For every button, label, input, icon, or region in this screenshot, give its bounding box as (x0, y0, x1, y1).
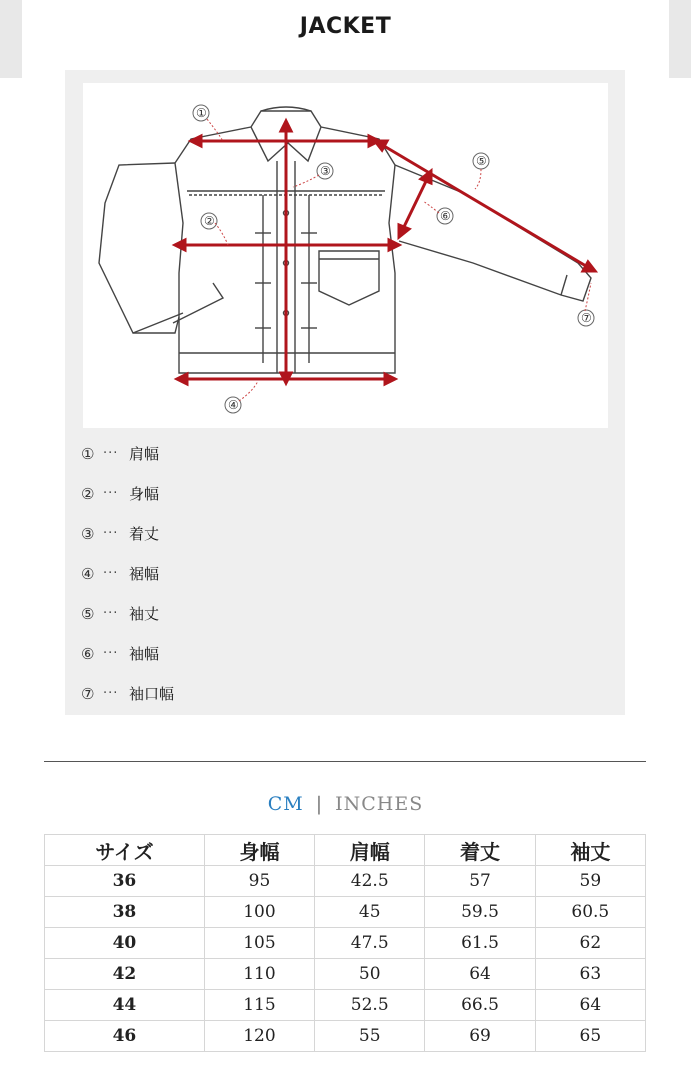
legend-label: 身幅 (129, 485, 160, 503)
cell-sleeve-length: 62 (535, 928, 645, 959)
legend-dots: ··· (103, 606, 119, 621)
table-row (45, 897, 646, 928)
jacket-diagram (83, 83, 608, 428)
cell-body-width: 110 (204, 959, 314, 990)
legend-number: ⑤ (81, 605, 95, 623)
cell-shoulder-width: 50 (315, 959, 425, 990)
size-chart-table (44, 834, 646, 1052)
cell-body-width: 120 (204, 1021, 314, 1052)
cell-sleeve-length: 63 (535, 959, 645, 990)
unit-toggle (0, 793, 691, 815)
legend-item-sleeve-length (81, 594, 381, 634)
cell-sleeve-length: 65 (535, 1021, 645, 1052)
callout-6: ⑥ (440, 209, 451, 223)
cell-length: 69 (425, 1021, 535, 1052)
cell-size: 40 (45, 928, 205, 959)
cell-size: 44 (45, 990, 205, 1021)
table-row (45, 928, 646, 959)
cell-length: 66.5 (425, 990, 535, 1021)
callout-1: ① (196, 106, 207, 120)
measurement-guide-panel (65, 70, 625, 715)
top-right-gray-band (669, 0, 691, 78)
legend-item-cuff-width (81, 674, 381, 714)
legend-number: ⑦ (81, 685, 95, 703)
legend-dots: ··· (103, 566, 119, 581)
unit-inches-tab[interactable]: INCHES (335, 793, 424, 815)
table-header-row (45, 835, 646, 866)
cell-body-width: 100 (204, 897, 314, 928)
legend-number: ② (81, 485, 95, 503)
legend-number: ① (81, 445, 95, 463)
callout-4: ④ (228, 398, 239, 412)
legend-item-shoulder-width (81, 434, 381, 474)
legend-label: 袖丈 (129, 605, 160, 623)
cell-length: 57 (425, 866, 535, 897)
cell-body-width: 115 (204, 990, 314, 1021)
unit-cm-tab[interactable]: CM (267, 793, 304, 815)
cell-shoulder-width: 52.5 (315, 990, 425, 1021)
header-sleeve-length: 袖丈 (535, 835, 645, 866)
cell-size: 36 (45, 866, 205, 897)
top-left-gray-band (0, 0, 22, 78)
table-row (45, 990, 646, 1021)
table-row (45, 1021, 646, 1052)
legend-item-body-width (81, 474, 381, 514)
legend-dots: ··· (103, 486, 119, 501)
legend-dots: ··· (103, 526, 119, 541)
legend-dots: ··· (103, 686, 119, 701)
legend-label: 袖口幅 (129, 685, 175, 703)
legend-item-length (81, 514, 381, 554)
legend-number: ⑥ (81, 645, 95, 663)
callout-5: ⑤ (476, 154, 487, 168)
header-size: サイズ (45, 835, 205, 866)
cell-shoulder-width: 47.5 (315, 928, 425, 959)
section-divider (44, 761, 646, 762)
header-length: 着丈 (425, 835, 535, 866)
callout-3: ③ (320, 164, 331, 178)
page-title: JACKET (299, 14, 392, 39)
legend-dots: ··· (103, 446, 119, 461)
cell-sleeve-length: 64 (535, 990, 645, 1021)
callout-7: ⑦ (581, 311, 592, 325)
header-shoulder-width: 肩幅 (315, 835, 425, 866)
legend-item-sleeve-width (81, 634, 381, 674)
cell-sleeve-length: 60.5 (535, 897, 645, 928)
legend-item-hem-width (81, 554, 381, 594)
callout-2: ② (204, 214, 215, 228)
table-row (45, 866, 646, 897)
cell-sleeve-length: 59 (535, 866, 645, 897)
legend-label: 裾幅 (129, 565, 160, 583)
cell-body-width: 95 (204, 866, 314, 897)
cell-body-width: 105 (204, 928, 314, 959)
cell-shoulder-width: 45 (315, 897, 425, 928)
cell-length: 64 (425, 959, 535, 990)
legend-number: ④ (81, 565, 95, 583)
table-row (45, 959, 646, 990)
header-body-width: 身幅 (204, 835, 314, 866)
cell-size: 46 (45, 1021, 205, 1052)
legend-label: 着丈 (129, 525, 160, 543)
cell-size: 38 (45, 897, 205, 928)
cell-size: 42 (45, 959, 205, 990)
measurement-legend (81, 434, 381, 714)
legend-dots: ··· (103, 646, 119, 661)
cell-length: 59.5 (425, 897, 535, 928)
jacket-illustration (83, 83, 608, 428)
legend-number: ③ (81, 525, 95, 543)
legend-label: 肩幅 (129, 445, 160, 463)
cell-shoulder-width: 55 (315, 1021, 425, 1052)
unit-separator: | (315, 793, 324, 815)
cell-shoulder-width: 42.5 (315, 866, 425, 897)
cell-length: 61.5 (425, 928, 535, 959)
legend-label: 袖幅 (129, 645, 160, 663)
